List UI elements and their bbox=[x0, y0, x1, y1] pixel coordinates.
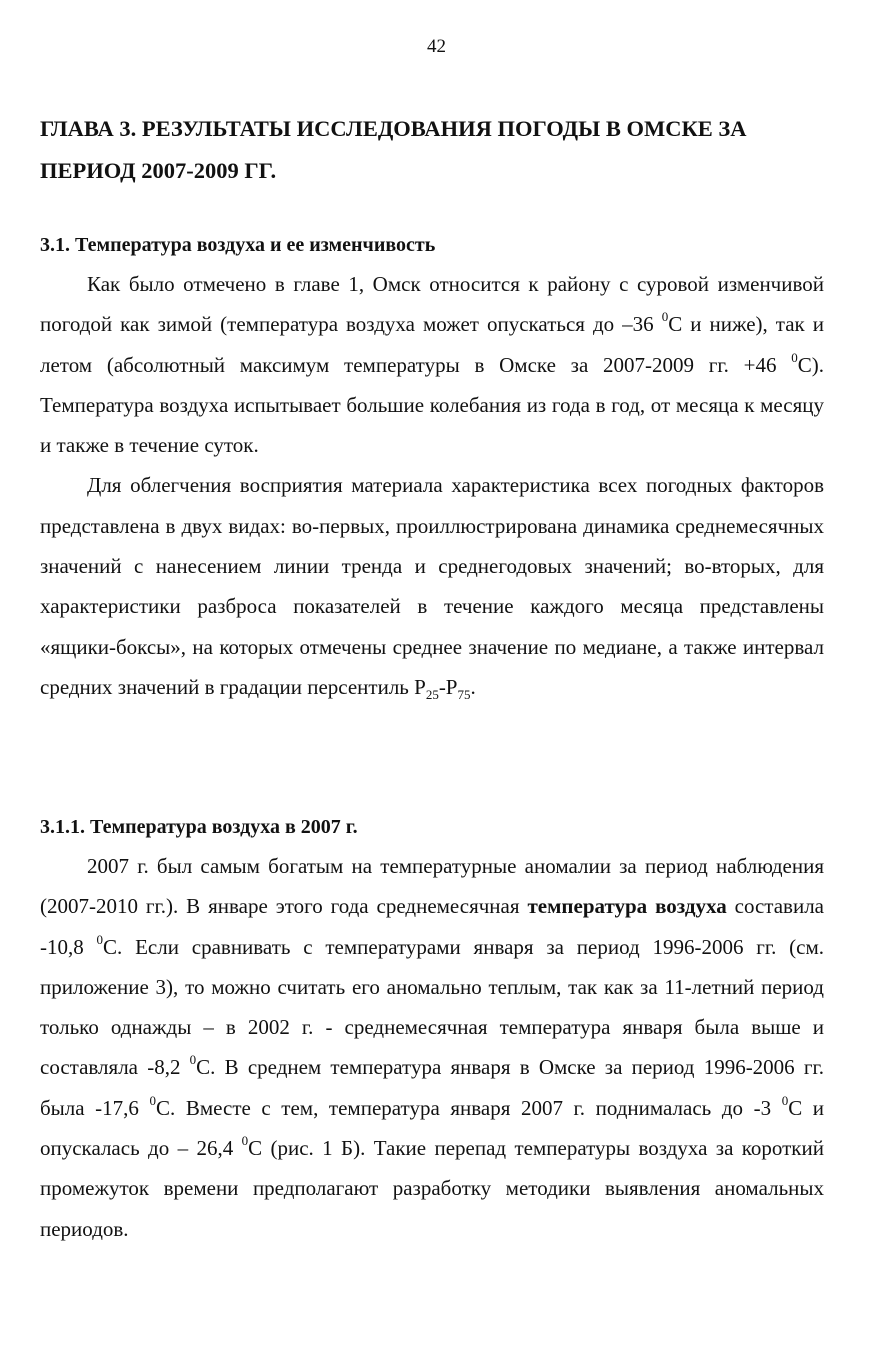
text-run: 2007 г. был самым богатым на температурные аномалии за период наблюдения (2007-2010 гг.). В январе этого года среднемесячная bbox=[40, 854, 824, 919]
text-run: С (рис. 1 Б). Такие перепад температуры воздуха за короткий промежуток времени предполагают разработку методики выявления аномальных периодов. bbox=[40, 1136, 824, 1241]
degree-superscript: 0 bbox=[189, 1052, 197, 1068]
degree-superscript: 0 bbox=[241, 1133, 249, 1149]
text-run: составила -10,8 bbox=[40, 894, 824, 959]
section-title-3-1: 3.1. Температура воздуха и ее изменчивость bbox=[40, 234, 436, 256]
text-run: С). Температура воздуха испытывает большие колебания из года в год, от месяца к месяцу и также в течение суток. bbox=[40, 352, 824, 458]
paragraph bbox=[40, 465, 824, 707]
text-run: С. Если сравнивать с температурами января за период 1996-2006 гг. (см. приложение 3), то можно считать его аномально теплым, так как за 11-летний период только однажды – в 2002 г. - среднемесячная температура января была выше и составляла -8,2 bbox=[40, 934, 824, 1080]
text-run: -Р bbox=[438, 674, 458, 699]
text-run: С и ниже), так и летом (абсолютный максимум температуры в Омске за 2007-2009 гг. +46 bbox=[40, 312, 824, 377]
paragraph bbox=[40, 264, 824, 465]
chapter-title: ГЛАВА 3. РЕЗУЛЬТАТЫ ИССЛЕДОВАНИЯ ПОГОДЫ В ОМСКЕ ЗА ПЕРИОД 2007-2009 ГГ. bbox=[40, 116, 747, 183]
section-3-1-1-body bbox=[40, 846, 824, 1249]
percentile-subscript: 75 bbox=[457, 687, 471, 703]
degree-superscript: 0 bbox=[661, 309, 669, 325]
text-run: С. В среднем температура января в Омске за период 1996-2006 гг. была -17,6 bbox=[40, 1055, 824, 1120]
percentile-subscript: 25 bbox=[425, 687, 439, 703]
paragraph bbox=[40, 846, 824, 1249]
section-3-1-body bbox=[40, 264, 824, 707]
bold-term: температура воздуха bbox=[527, 894, 727, 919]
page-number: 42 bbox=[427, 36, 446, 57]
degree-superscript: 0 bbox=[149, 1092, 157, 1108]
text-run: С и опускалась до – 26,4 bbox=[40, 1095, 825, 1161]
degree-superscript: 0 bbox=[791, 349, 798, 365]
text-run: Как было отмечено в главе 1, Омск относится к району с суровой изменчивой погодой как зимой (температура воздуха может опускаться до –36 bbox=[40, 272, 824, 337]
text-run: С. Вместе с тем, температура января 2007 г. поднималась до -3 bbox=[156, 1095, 782, 1120]
degree-superscript: 0 bbox=[96, 931, 104, 947]
degree-superscript: 0 bbox=[781, 1092, 789, 1108]
text-run: Для облегчения восприятия материала характеристика всех погодных факторов представлена в двух видах: во-первых, проиллюстрирована динамика среднемесячных значений с нанесением линии тренда и среднегодовых значений; во-вторых, для характеристики разброса показателей в течение каждого месяца представлены «ящики-боксы», на которых отмечены среднее значение по медиане, а также интервал средних значений в градации персентиль Р bbox=[40, 473, 824, 699]
text-run: . bbox=[470, 674, 476, 699]
section-title-3-1-1: 3.1.1. Температура воздуха в 2007 г. bbox=[40, 816, 358, 838]
